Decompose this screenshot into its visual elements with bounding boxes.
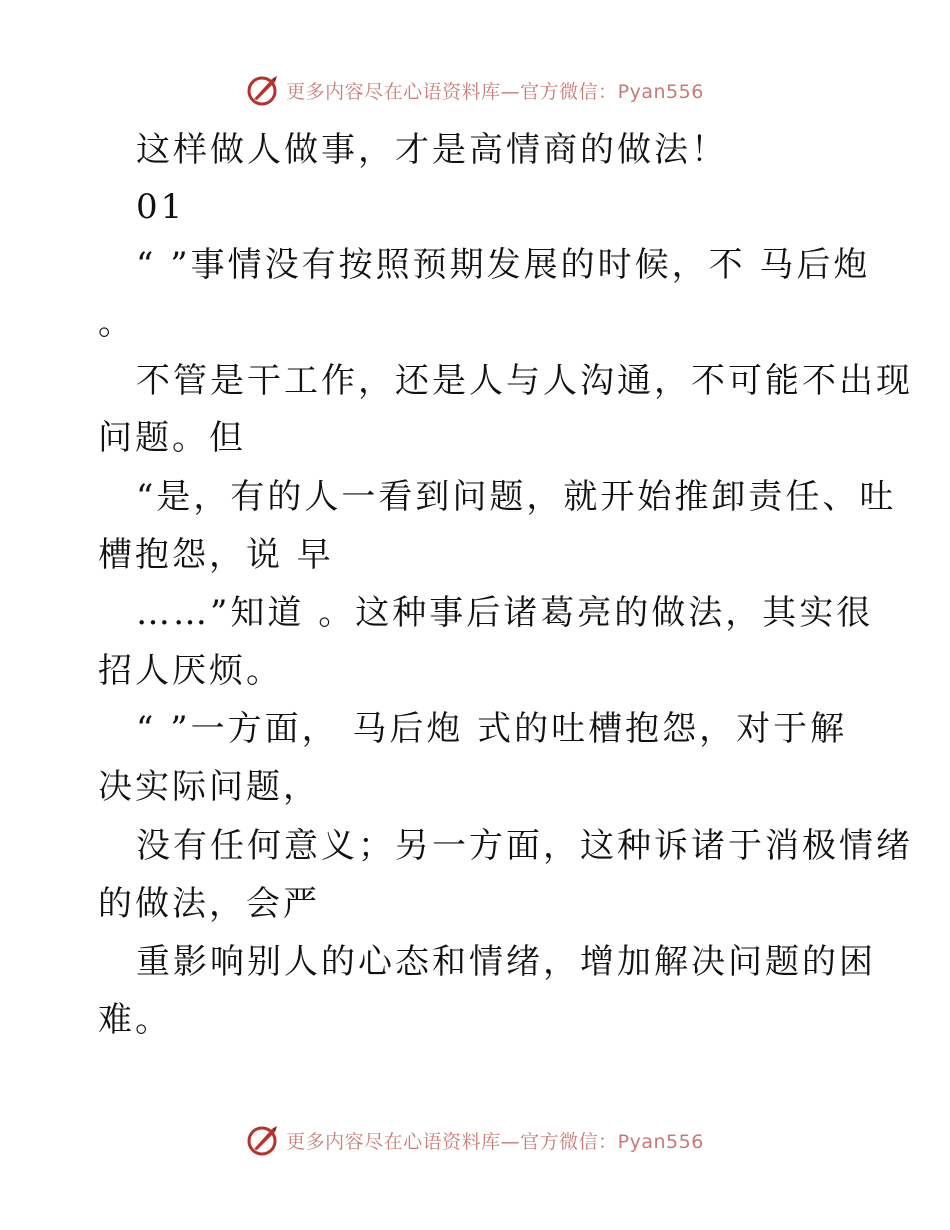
text-line: 的做法，会严 bbox=[98, 884, 320, 924]
text-line: 没有任何意义；另一方面，这种诉诸于消极情绪 bbox=[136, 826, 913, 866]
text-line: 问题。但 bbox=[98, 418, 246, 458]
banner-inner bbox=[246, 1123, 704, 1157]
text-line: 不管是干工作，还是人与人沟通，不可能不出现 bbox=[136, 361, 913, 401]
text-line: 槽抱怨，说 早 bbox=[98, 535, 334, 575]
banner-text: 更多内容尽在心语资料库—官方微信：Pyan556 bbox=[286, 80, 704, 103]
banner-inner bbox=[246, 73, 704, 107]
text-line: 决实际问题， bbox=[98, 767, 320, 807]
quill-logo-icon bbox=[246, 1123, 280, 1157]
text-line: 招人厌烦。 bbox=[98, 651, 283, 691]
text-line: 重影响别人的心态和情绪，增加解决问题的困 bbox=[136, 942, 876, 982]
quill-logo-icon bbox=[246, 73, 280, 107]
text-line: ……”知道 。这种事后诸葛亮的做法，其实很 bbox=[136, 593, 874, 633]
footer-banner bbox=[0, 1120, 950, 1160]
text-line: 01 bbox=[136, 187, 186, 227]
text-line: 这样做人做事，才是高情商的做法！ bbox=[136, 130, 728, 170]
text-line: 难。 bbox=[98, 1000, 172, 1040]
header-banner bbox=[0, 70, 950, 110]
banner-text: 更多内容尽在心语资料库—官方微信：Pyan556 bbox=[286, 1130, 704, 1153]
text-line: “是，有的人一看到问题，就开始推卸责任、吐 bbox=[136, 477, 897, 517]
text-line: 。 bbox=[98, 303, 135, 343]
text-line: “ ”事情没有按照预期发展的时候，不 马后炮 bbox=[136, 245, 871, 285]
text-line: “ ”一方面， 马后炮 式的吐槽抱怨，对于解 bbox=[136, 709, 848, 749]
